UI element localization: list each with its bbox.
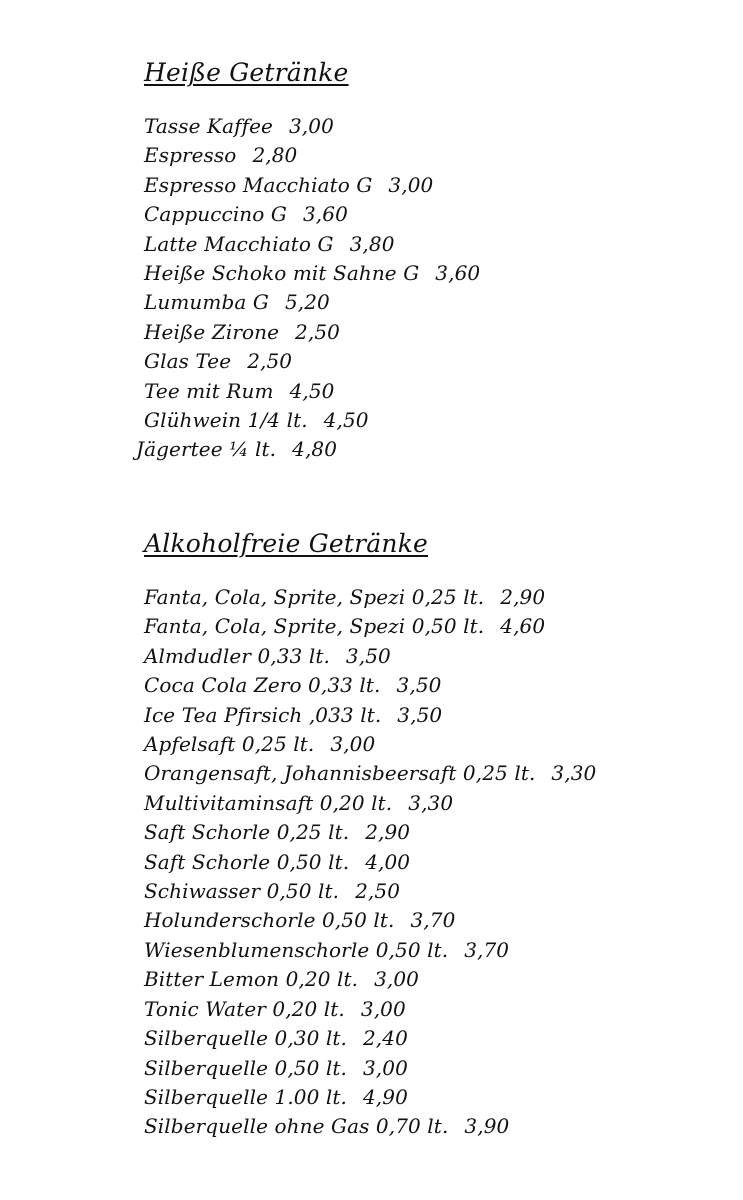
item-price: 3,00 [374, 967, 420, 992]
menu-item [144, 318, 480, 347]
item-price: 5,20 [284, 290, 330, 315]
item-price: 3,00 [388, 172, 434, 197]
item-name: Espresso [144, 143, 237, 168]
item-name: Fanta, Cola, Sprite, Spezi 0,25 lt. [144, 585, 485, 609]
item-price: 3,30 [408, 790, 454, 815]
item-name: Schiwasser 0,50 lt. [144, 879, 340, 904]
menu-item [144, 936, 596, 965]
menu-item [144, 642, 596, 671]
item-name: Silberquelle 0,30 lt. [144, 1026, 347, 1051]
item-name: Ice Tea Pfirsich ,033 lt. [144, 702, 382, 727]
item-price: 3,60 [435, 261, 481, 286]
hot-drinks-heading: Heiße Getränke [144, 58, 349, 87]
menu-item [144, 377, 480, 406]
menu-item [144, 200, 480, 229]
item-name: Tee mit Rum [144, 378, 274, 403]
menu-item [144, 759, 596, 788]
item-name: Heiße Schoko mit Sahne G [144, 261, 420, 286]
menu-item [144, 612, 596, 641]
item-name: Orangensaft, Johannisbeersaft 0,25 lt. [144, 761, 536, 786]
menu-item [136, 435, 480, 464]
item-price: 2,40 [362, 1026, 408, 1051]
item-price: 3,50 [345, 643, 391, 668]
item-name: Saft Schorle 0,25 lt. [144, 820, 350, 845]
item-price: 3,30 [551, 761, 597, 786]
item-name: Glas Tee [144, 349, 232, 374]
menu-item [144, 818, 596, 847]
soft-drinks-list [144, 583, 596, 1142]
item-name: Silberquelle 1.00 lt. [144, 1084, 347, 1109]
item-name: Wiesenblumenschorle 0,50 lt. [144, 937, 449, 962]
item-name: Glühwein 1/4 lt. [144, 408, 308, 433]
item-price: 3,00 [360, 996, 406, 1021]
item-price: 4,50 [289, 378, 335, 403]
item-name: Tonic Water 0,20 lt. [144, 996, 345, 1021]
item-price: 3,70 [464, 937, 510, 962]
item-price: 4,60 [500, 614, 546, 639]
menu-item [144, 259, 480, 288]
menu-item [144, 995, 596, 1024]
item-price: 3,50 [397, 702, 443, 727]
menu-item [144, 848, 596, 877]
item-name: Silberquelle ohne Gas 0,70 lt. [144, 1114, 449, 1139]
menu-item [144, 906, 596, 935]
item-name: Bitter Lemon 0,20 lt. [144, 967, 359, 992]
menu-item [144, 406, 480, 435]
item-price: 2,80 [252, 143, 298, 168]
item-price: 3,70 [410, 908, 456, 933]
item-name: Tasse Kaffee [144, 114, 273, 138]
item-name: Silberquelle 0,50 lt. [144, 1055, 347, 1080]
item-name: Multivitaminsaft 0,20 lt. [144, 790, 393, 815]
item-name: Lumumba G [144, 290, 269, 315]
item-name: Heiße Zirone [144, 319, 280, 344]
item-price: 3,50 [396, 673, 442, 698]
item-name: Fanta, Cola, Sprite, Spezi 0,50 lt. [144, 614, 485, 639]
item-name: Apfelsaft 0,25 lt. [144, 732, 315, 757]
menu-item [144, 1083, 596, 1112]
item-price: 4,00 [365, 849, 411, 874]
soft-drinks-heading: Alkoholfreie Getränke [144, 529, 429, 558]
item-name: Espresso Macchiato G [144, 172, 373, 197]
menu-item [144, 1024, 596, 1053]
menu-item [144, 789, 596, 818]
menu-item [144, 141, 480, 170]
menu-item [144, 701, 596, 730]
item-name: Jägertee ¼ lt. [136, 437, 277, 462]
menu-item [144, 288, 480, 317]
item-name: Saft Schorle 0,50 lt. [144, 849, 350, 874]
menu-item [144, 1054, 596, 1083]
menu-item [144, 877, 596, 906]
menu-item [144, 1112, 596, 1141]
item-name: Almdudler 0,33 lt. [144, 643, 330, 668]
item-name: Latte Macchiato G [144, 231, 334, 256]
menu-item [144, 347, 480, 376]
item-name: Coca Cola Zero 0,33 lt. [144, 673, 381, 698]
item-price: 4,90 [362, 1084, 408, 1109]
item-price: 4,50 [323, 408, 369, 433]
item-price: 2,50 [295, 319, 340, 344]
item-price: 3,00 [288, 114, 334, 138]
menu-item [144, 965, 596, 994]
hot-drinks-list [136, 112, 481, 465]
menu-item [144, 230, 480, 259]
item-price: 3,90 [464, 1114, 510, 1139]
item-price: 2,90 [365, 820, 411, 845]
item-price: 3,80 [349, 231, 395, 256]
item-price: 2,90 [500, 585, 546, 609]
menu-item [144, 112, 480, 141]
item-price: 2,50 [247, 349, 293, 374]
menu-item [144, 171, 480, 200]
item-name: Cappuccino G [144, 202, 287, 227]
item-price: 3,00 [330, 732, 376, 757]
menu-item [144, 583, 596, 612]
soft-drinks-section [144, 527, 596, 1142]
item-price: 4,80 [292, 437, 338, 462]
item-name: Holunderschorle 0,50 lt. [144, 908, 395, 933]
menu-item [144, 671, 596, 700]
menu-item [144, 730, 596, 759]
item-price: 3,60 [302, 202, 348, 227]
item-price: 3,00 [362, 1055, 408, 1080]
hot-drinks-section [136, 56, 481, 465]
item-price: 2,50 [355, 879, 401, 904]
